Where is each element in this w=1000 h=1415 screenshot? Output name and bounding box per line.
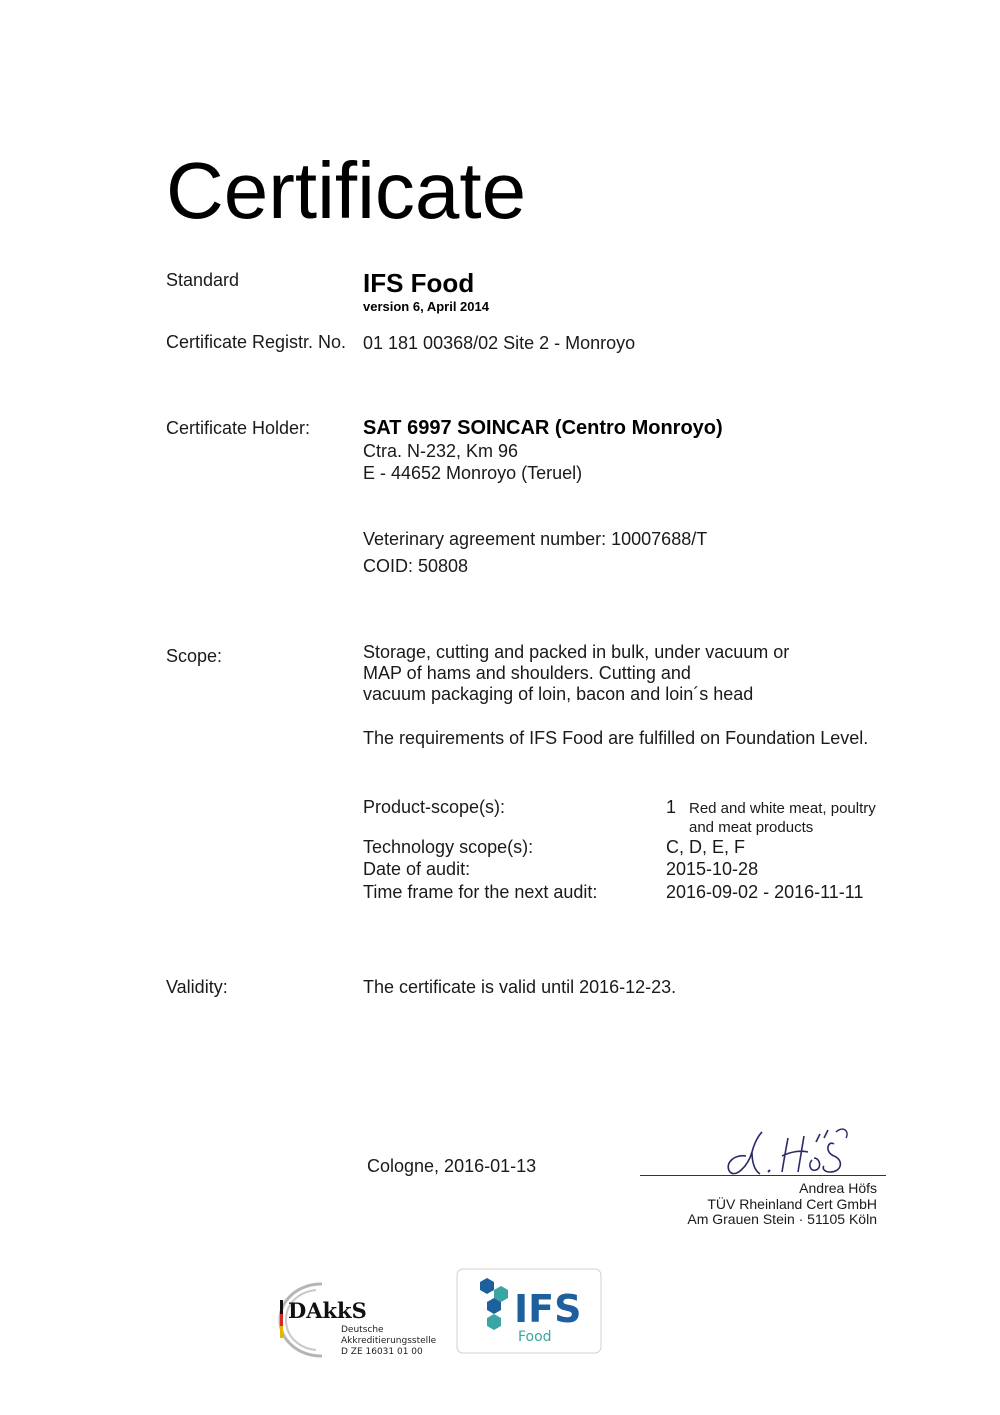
standard-name: IFS Food (363, 268, 475, 298)
requirements-statement: The requirements of IFS Food are fulfilled on Foundation Level. (363, 728, 869, 748)
dakks-logo (276, 1278, 446, 1360)
product-scope-text-line1: Red and white meat, poultry (689, 800, 876, 817)
scope-line: Storage, cutting and packed in bulk, under vacuum or (363, 642, 790, 662)
registration-label: Certificate Registr. No. (166, 332, 347, 352)
audit-date-label: Date of audit: (363, 859, 471, 879)
ifs-food-label: Food (518, 1329, 552, 1345)
holder-label: Certificate Holder: (166, 418, 311, 438)
standard-version: version 6, April 2014 (363, 299, 489, 314)
scope-label: Scope: (166, 646, 223, 666)
signatory-name: Andrea Höfs (799, 1180, 877, 1196)
ifs-food-logo (456, 1268, 602, 1354)
signatory-company: TÜV Rheinland Cert GmbH (707, 1196, 877, 1212)
veterinary-number: Veterinary agreement number: 10007688/T (363, 529, 708, 549)
product-scope-label: Product-scope(s): (363, 797, 506, 817)
holder-address-line2: E - 44652 Monroyo (Teruel) (363, 463, 583, 483)
handwritten-signature (716, 1122, 866, 1180)
certificate-title: Certificate (166, 146, 527, 235)
validity-value: The certificate is valid until 2016-12-23. (363, 977, 677, 997)
technology-scope-value: C, D, E, F (666, 837, 746, 857)
next-audit-label: Time frame for the next audit: (363, 882, 598, 902)
next-audit-value: 2016-09-02 - 2016-11-11 (666, 882, 864, 902)
coid: COID: 50808 (363, 556, 469, 576)
holder-address-line1: Ctra. N-232, Km 96 (363, 441, 519, 461)
product-scope-text-line2: and meat products (689, 819, 814, 836)
standard-label: Standard (166, 270, 240, 290)
technology-scope-label: Technology scope(s): (363, 837, 534, 857)
dakks-line2: Akkreditierungsstelle (341, 1336, 437, 1346)
dakks-line1: Deutsche (341, 1325, 384, 1335)
validity-label: Validity: (166, 977, 228, 997)
scope-line: MAP of hams and shoulders. Cutting and (363, 663, 691, 683)
dakks-line3: D ZE 16031 01 00 (341, 1347, 423, 1357)
holder-name: SAT 6997 SOINCAR (Centro Monroyo) (363, 417, 723, 439)
signature-line (640, 1175, 886, 1176)
scope-line: vacuum packaging of loin, bacon and loin´s head (363, 684, 754, 704)
ifs-name: IFS (514, 1287, 582, 1331)
signatory-address: Am Grauen Stein · 51105 Köln (687, 1211, 877, 1227)
issue-place-date: Cologne, 2016-01-13 (367, 1156, 537, 1176)
scope-text (363, 642, 789, 705)
product-scope-number: 1 (666, 797, 677, 817)
audit-date-value: 2015-10-28 (666, 859, 759, 879)
registration-number: 01 181 00368/02 Site 2 - Monroyo (363, 333, 636, 353)
dakks-name: DAkkS (288, 1298, 367, 1323)
